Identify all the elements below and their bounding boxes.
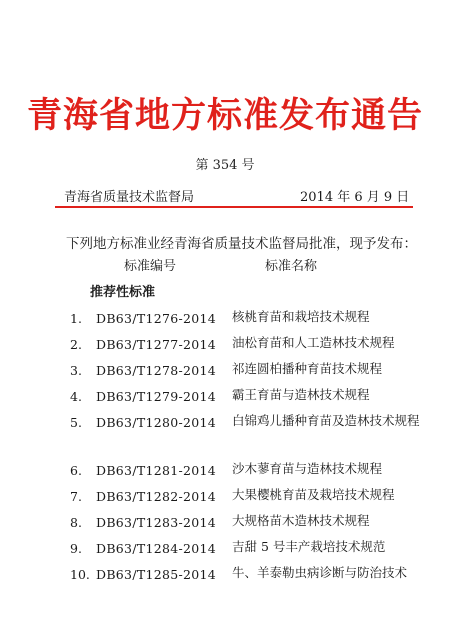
item-number: 6. bbox=[70, 463, 82, 478]
standard-code: DB63/T1278-2014 bbox=[96, 363, 217, 378]
intro-text: 下列地方标准业经青海省质量技术监督局批准，现予发布： bbox=[66, 236, 417, 252]
column-header-code: 标准编号 bbox=[124, 259, 177, 274]
standard-code: DB63/T1280-2014 bbox=[96, 415, 217, 430]
announcement-title: 青海省地方标准发布通告 bbox=[26, 95, 423, 136]
standard-name: 核桃育苗和栽培技术规程 bbox=[232, 309, 370, 324]
standard-name: 吉甜 5 号丰产栽培技术规范 bbox=[232, 539, 386, 554]
red-divider-line bbox=[55, 206, 413, 208]
standard-name: 沙木蓼育苗与造林技术规程 bbox=[232, 461, 383, 476]
issue-date: 2014 年 6 月 9 日 bbox=[300, 190, 410, 205]
item-number: 1. bbox=[70, 311, 82, 326]
item-number: 8. bbox=[70, 515, 82, 530]
item-number: 5. bbox=[70, 415, 82, 430]
section-heading: 推荐性标准 bbox=[90, 285, 156, 300]
item-number: 10. bbox=[70, 567, 90, 582]
issuer-name: 青海省质量技术监督局 bbox=[64, 190, 195, 205]
standard-name: 大果樱桃育苗及栽培技术规程 bbox=[232, 487, 395, 502]
standard-code: DB63/T1285-2014 bbox=[96, 567, 217, 582]
standard-code: DB63/T1279-2014 bbox=[96, 389, 217, 404]
item-number: 7. bbox=[70, 489, 82, 504]
standard-code: DB63/T1281-2014 bbox=[96, 463, 217, 478]
item-number: 9. bbox=[70, 541, 82, 556]
announcement-number: 第 354 号 bbox=[195, 158, 255, 173]
item-number: 3. bbox=[70, 363, 82, 378]
standard-name: 霸王育苗与造林技术规程 bbox=[232, 387, 370, 402]
standard-code: DB63/T1277-2014 bbox=[96, 337, 217, 352]
item-number: 4. bbox=[70, 389, 82, 404]
item-number: 2. bbox=[70, 337, 82, 352]
standard-name: 大规格苗木造林技术规程 bbox=[232, 513, 370, 528]
standard-name: 白锦鸡儿播种育苗及造林技术规程 bbox=[232, 413, 420, 428]
standard-code: DB63/T1282-2014 bbox=[96, 489, 217, 504]
standard-code: DB63/T1283-2014 bbox=[96, 515, 217, 530]
column-header-name: 标准名称 bbox=[265, 259, 318, 274]
standard-name: 油松育苗和人工造林技术规程 bbox=[232, 335, 395, 350]
standard-name: 牛、羊泰勒虫病诊断与防治技术 bbox=[232, 565, 408, 580]
standard-code: DB63/T1276-2014 bbox=[96, 311, 217, 326]
standard-code: DB63/T1284-2014 bbox=[96, 541, 217, 556]
standard-name: 祁连圆柏播种育苗技术规程 bbox=[232, 361, 383, 376]
